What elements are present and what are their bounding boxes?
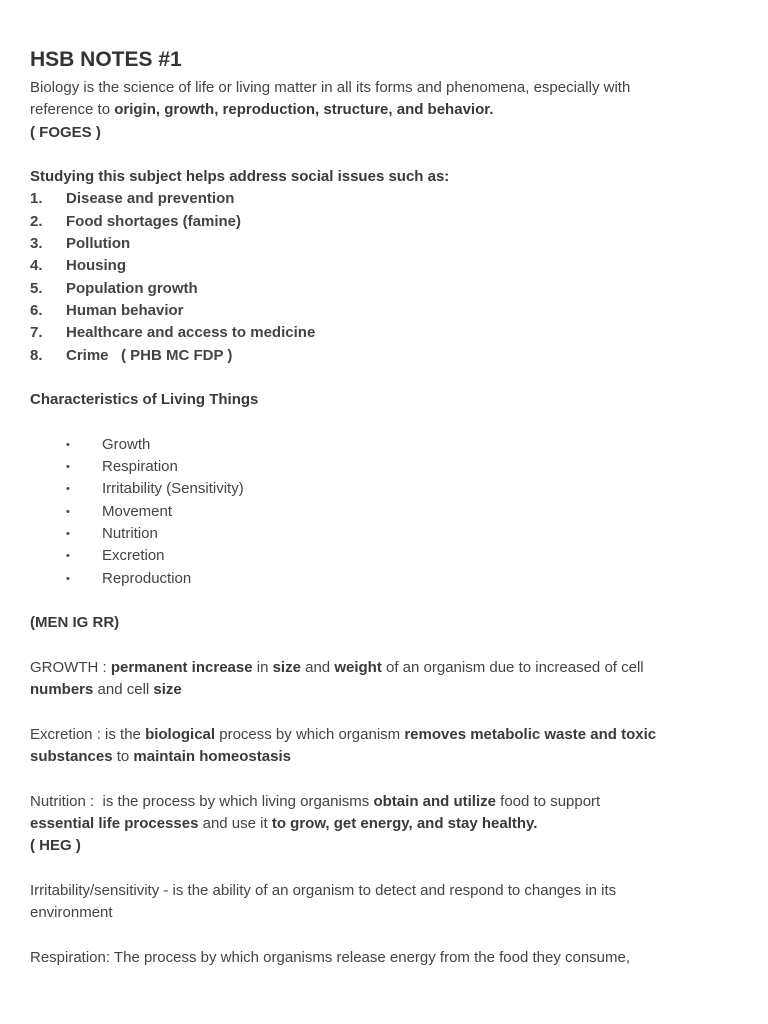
list-item — [30, 211, 738, 233]
growth-text: and — [300, 658, 335, 676]
men-ig-rr-text: (MEN IG RR) — [30, 614, 120, 632]
spacer — [30, 367, 738, 389]
excretion-bold: biological — [145, 725, 216, 743]
heg-mnemonic — [30, 835, 738, 857]
bullet-icon: • — [66, 572, 70, 585]
intro-line-2 — [30, 99, 738, 121]
list-item — [30, 345, 738, 367]
growth-definition-line-1 — [30, 657, 738, 679]
nutrition-definition-line-1 — [30, 791, 738, 813]
growth-text: and cell — [93, 681, 154, 699]
list-number: 2. — [30, 212, 43, 230]
list-text: Growth — [102, 435, 151, 453]
nutrition-bold: obtain and utilize — [373, 792, 496, 810]
list-text: Movement — [102, 502, 173, 520]
list-number: 6. — [30, 301, 43, 319]
excretion-bold: maintain homeostasis — [133, 747, 291, 765]
growth-bold: weight — [334, 658, 382, 676]
spacer — [30, 411, 738, 433]
intro-line-1: Biology is the science of life or living matter in all its forms and phenomena, especially with — [30, 79, 631, 96]
list-number: 3. — [30, 235, 43, 253]
growth-label: GROWTH : — [30, 658, 111, 676]
excretion-definition-line-2 — [30, 746, 738, 768]
list-number: 1. — [30, 190, 43, 208]
men-ig-rr-mnemonic — [30, 612, 738, 634]
spacer — [30, 634, 738, 656]
list-text: Excretion — [102, 547, 165, 565]
excretion-label: Excretion : is the — [30, 725, 146, 743]
spacer — [30, 857, 738, 879]
growth-bold: size — [272, 658, 301, 676]
list-item — [66, 523, 738, 545]
foges-mnemonic-text: ( FOGES ) — [30, 123, 101, 141]
list-item — [66, 456, 738, 478]
bullet-icon: • — [66, 438, 70, 451]
list-number: 5. — [30, 279, 43, 297]
list-number: 4. — [30, 257, 43, 275]
irritability-definition-line-1: Irritability/sensitivity - is the ability of an organism to detect and respond to changes in its — [30, 881, 617, 899]
irritability-definition-line-2: environment — [30, 903, 113, 921]
characteristics-heading-text: Characteristics of Living Things — [30, 391, 259, 409]
characteristics-heading — [30, 389, 738, 411]
page-title: HSB NOTES #1 — [30, 48, 182, 71]
excretion-definition-line-1 — [30, 724, 738, 746]
list-text: Disease and prevention — [66, 190, 235, 208]
growth-bold: numbers — [30, 681, 94, 699]
social-issues-list — [30, 188, 738, 366]
list-item — [66, 501, 738, 523]
foges-mnemonic — [30, 122, 738, 144]
list-text: Healthcare and access to medicine — [66, 324, 316, 342]
list-item — [30, 300, 738, 322]
list-text: Human behavior — [66, 301, 184, 319]
spacer — [30, 590, 738, 612]
spacer — [30, 701, 738, 723]
spacer — [30, 924, 738, 946]
bullet-icon: • — [66, 550, 70, 563]
list-text: Food shortages (famine) — [66, 212, 242, 230]
growth-bold: size — [153, 681, 182, 699]
list-number: 7. — [30, 324, 43, 342]
intro-text: reference to — [30, 101, 115, 119]
growth-text: in — [252, 658, 273, 676]
excretion-bold: removes metabolic waste and toxic — [404, 725, 657, 743]
spacer — [30, 144, 738, 166]
list-item — [66, 434, 738, 456]
spacer — [30, 768, 738, 790]
list-item — [30, 255, 738, 277]
list-item — [66, 545, 738, 567]
respiration-definition-line-1: Respiration: The process by which organisms release energy from the food they consume, — [30, 948, 631, 966]
list-item — [30, 322, 738, 344]
growth-bold: permanent increase — [110, 658, 253, 676]
heg-mnemonic-text: ( HEG ) — [30, 837, 81, 855]
nutrition-text: food to support — [495, 792, 601, 810]
nutrition-label: Nutrition : is the process by which living organisms — [30, 792, 374, 810]
list-text: Population growth — [66, 279, 198, 297]
bullet-icon: • — [66, 527, 70, 540]
list-text: Reproduction — [102, 569, 192, 587]
nutrition-bold: essential life processes — [30, 814, 199, 832]
list-text: Nutrition — [102, 524, 158, 542]
social-heading — [30, 166, 738, 188]
bullet-icon: • — [66, 483, 70, 496]
list-item — [66, 568, 738, 590]
list-text: Pollution — [66, 235, 131, 253]
excretion-bold: substances — [30, 747, 113, 765]
list-item — [30, 233, 738, 255]
growth-definition-line-2 — [30, 679, 738, 701]
growth-text: of an organism due to increased of cell — [381, 658, 644, 676]
list-item — [30, 188, 738, 210]
bullet-icon: • — [66, 461, 70, 474]
nutrition-bold: to grow, get energy, and stay healthy. — [271, 814, 538, 832]
nutrition-definition-line-2 — [30, 813, 738, 835]
excretion-text: process by which organism — [215, 725, 405, 743]
list-text: Housing — [66, 257, 126, 275]
list-number: 8. — [30, 346, 43, 364]
list-text: Irritability (Sensitivity) — [102, 480, 244, 498]
bullet-icon: • — [66, 505, 70, 518]
list-item — [30, 278, 738, 300]
list-item — [66, 478, 738, 500]
social-heading-text: Studying this subject helps address social issues such as: — [30, 168, 450, 186]
list-text: Crime ( PHB MC FDP ) — [66, 346, 233, 364]
nutrition-text: and use it — [198, 814, 272, 832]
excretion-text: to — [112, 747, 134, 765]
intro-bold: origin, growth, reproduction, structure, and behavior. — [114, 101, 494, 119]
list-text: Respiration — [102, 458, 178, 476]
characteristics-list — [30, 434, 738, 590]
